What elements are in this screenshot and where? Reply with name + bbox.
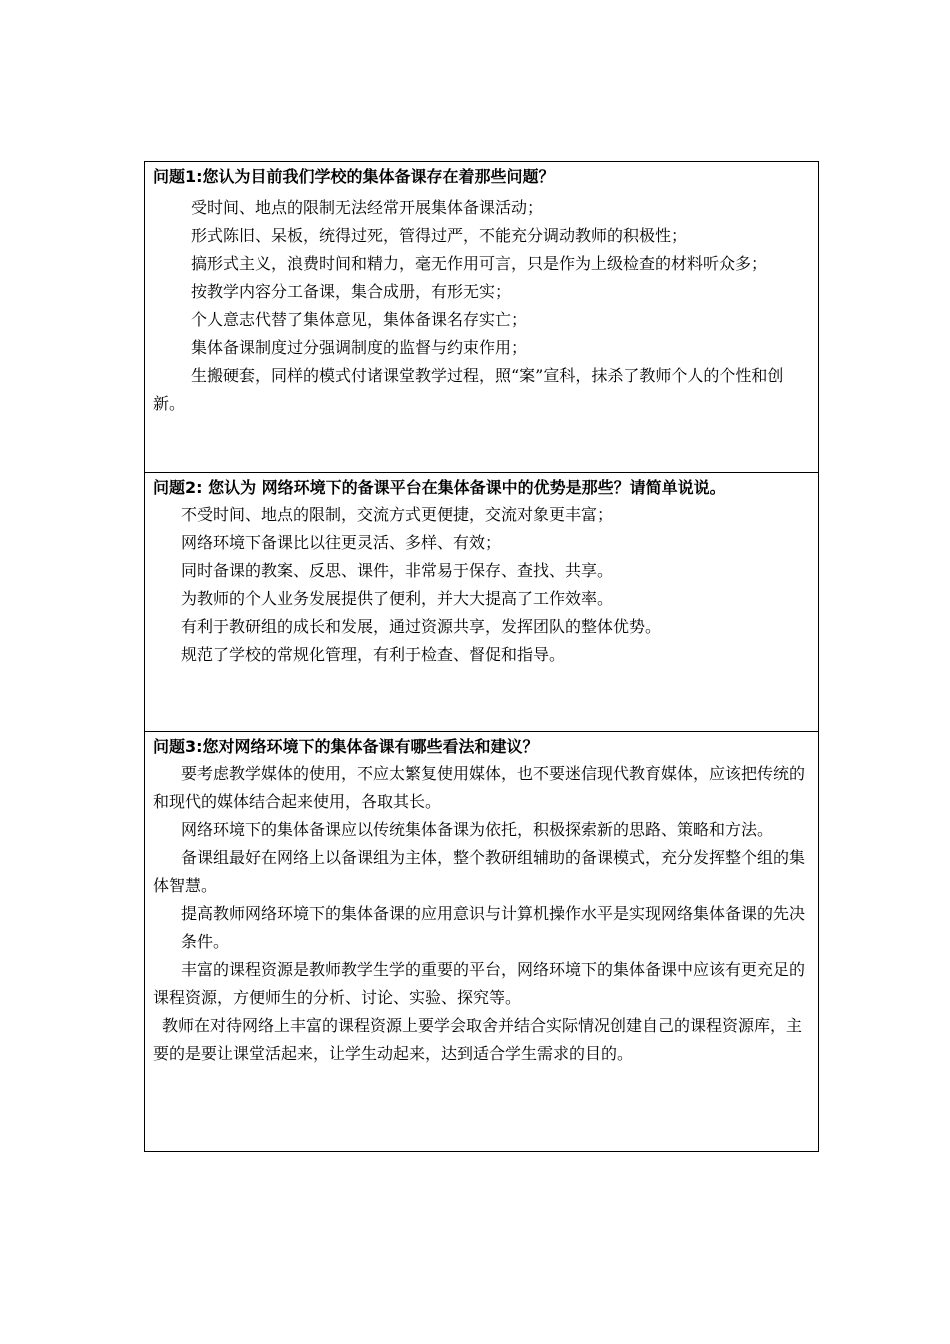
answer-item: 集体备课制度过分强调制度的监督与约束作用；	[191, 338, 528, 357]
answer-item: 个人意志代替了集体意见，集体备课名存实亡；	[191, 310, 528, 329]
answer-item: 搞形式主义，浪费时间和精力，毫无作用可言，只是作为上级检查的材料听众多；	[191, 254, 768, 273]
question-cell-3	[145, 732, 819, 1152]
answer-item: 提高教师网络环境下的集体备课的应用意识与计算机操作水平是实现网络集体备课的先决条件。	[181, 904, 806, 951]
answer-item: 有利于教研组的成长和发展，通过资源共享，发挥团队的整体优势。	[181, 617, 662, 636]
answer-item: 网络环境下备课比以往更灵活、多样、有效；	[181, 533, 502, 552]
answer-item: 同时备课的教案、反思、课件，非常易于保存、查找、共享。	[181, 561, 614, 580]
answer-item: 网络环境下的集体备课应以传统集体备课为依托，积极探索新的思路、策略和方法。	[181, 820, 774, 839]
question-cell-1	[145, 162, 819, 473]
question-cell-2	[145, 473, 819, 732]
answer-item: 不受时间、地点的限制，交流方式更便捷，交流对象更丰富；	[181, 505, 614, 524]
answer-item: 规范了学校的常规化管理，有利于检查、督促和指导。	[181, 645, 566, 664]
answer-item: 受时间、地点的限制无法经常开展集体备课活动；	[191, 198, 544, 217]
answer-item: 生搬硬套，同样的模式付诸课堂教学过程，照“案”宣科，抹杀了教师个人的个性和创新。	[153, 366, 784, 413]
question-2-title: 问题2: 您认为 网络环境下的备课平台在集体备课中的优势是那些？请简单说说。	[153, 478, 726, 497]
question-3-title: 问题3:您对网络环境下的集体备课有哪些看法和建议？	[153, 737, 539, 756]
answer-item: 教师在对待网络上丰富的课程资源上要学会取舍并结合实际情况创建自己的课程资源库，主要的是要让课堂活起来，让学生动起来，达到适合学生需求的目的。	[153, 1016, 803, 1063]
question-1-title: 问题1:您认为目前我们学校的集体备课存在着那些问题？	[153, 167, 555, 186]
answer-item: 备课组最好在网络上以备课组为主体，整个教研组辅助的备课模式，充分发挥整个组的集体智慧。	[153, 848, 806, 895]
question-row-2	[145, 473, 819, 732]
answer-item: 丰富的课程资源是教师教学生学的重要的平台，网络环境下的集体备课中应该有更充足的课程资源，方便师生的分析、讨论、实验、探究等。	[153, 960, 806, 1007]
survey-table	[144, 161, 819, 1152]
answer-item: 为教师的个人业务发展提供了便利，并大大提高了工作效率。	[181, 589, 614, 608]
question-row-3	[145, 732, 819, 1152]
answer-item: 形式陈旧、呆板，统得过死，管得过严，不能充分调动教师的积极性；	[191, 226, 688, 245]
question-row-1	[145, 162, 819, 473]
answer-item: 要考虑教学媒体的使用，不应太繁复使用媒体，也不要迷信现代教育媒体，应该把传统的和现代的媒体结合起来使用，各取其长。	[153, 764, 806, 811]
answer-item: 按教学内容分工备课，集合成册，有形无实；	[191, 282, 512, 301]
